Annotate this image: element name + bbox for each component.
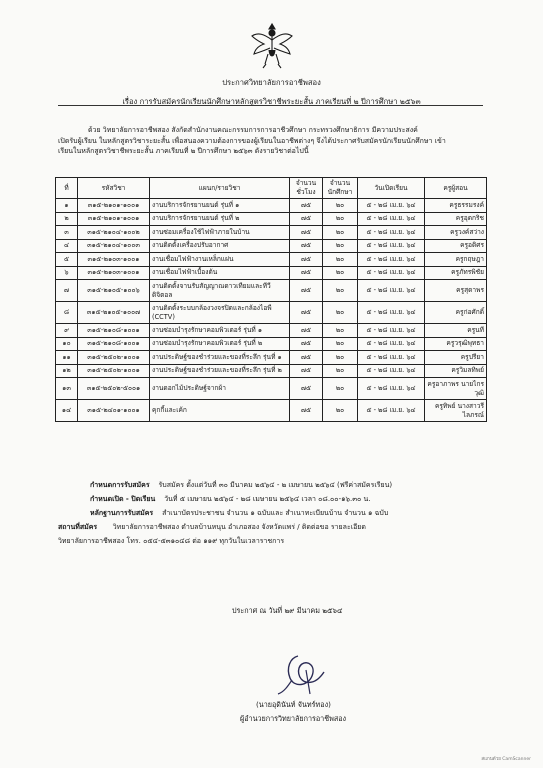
cell-date: ๕ - ๒๘ เม.ย. ๖๔	[358, 364, 425, 378]
cell-subject: งานประดิษฐ์ของชำร่วยและของที่ระลึก รุ่นที่ ๑	[150, 351, 290, 365]
cell-no: ๑๔	[56, 400, 78, 422]
cell-no: ๑๓	[56, 378, 78, 400]
cell-code: ๓๑๕-๒๑๐๕-๑๐๐๗	[78, 302, 150, 324]
cell-no: ๔	[56, 239, 78, 253]
cell-teacher: ครูวรุฒิพุทธา	[425, 337, 487, 351]
col-header-teacher: ครูผู้สอน	[425, 178, 487, 199]
announcement-subject: เรื่อง การรับสมัครนักเรียนนักศึกษาหลักสูตรวิชาชีพระยะสั้น ภาคเรียนที่ ๒ ปีการศึกษา ๒๕๖๓	[122, 97, 421, 106]
cell-hours: ๗๕	[290, 226, 323, 240]
cell-code: ๓๑๕-๒๔๐๑-๑๐๐๑	[78, 400, 150, 422]
intro-paragraph	[58, 125, 488, 157]
table-row	[56, 199, 487, 213]
cell-teacher: ครูกฤษฎา	[425, 253, 487, 267]
registration-label: กำหนดการรับสมัคร	[90, 481, 150, 489]
cell-hours: ๗๕	[290, 351, 323, 365]
cell-date: ๕ - ๒๘ เม.ย. ๖๔	[358, 226, 425, 240]
cell-teacher: ครูวงค์สว่าง	[425, 226, 487, 240]
table-row	[56, 364, 487, 378]
table-row	[56, 302, 487, 324]
documents-info	[90, 508, 388, 518]
cell-no: ๑๑	[56, 351, 78, 365]
cell-teacher: ครูปรียา	[425, 351, 487, 365]
table-row	[56, 337, 487, 351]
cell-students: ๒๐	[323, 266, 358, 280]
cell-teacher: ครูวิมลทิพย์	[425, 364, 487, 378]
table-header-row	[56, 178, 487, 199]
table-row	[56, 253, 487, 267]
cell-subject: งานติดตั้งจานรับสัญญาณดาวเทียมและทีวีดิจิตอล	[150, 280, 290, 302]
cell-teacher: ครูสุดาพร	[425, 280, 487, 302]
cell-students: ๒๐	[323, 378, 358, 400]
cell-teacher: ครูนที	[425, 324, 487, 338]
cell-hours: ๗๕	[290, 324, 323, 338]
cell-teacher: ครูอุดกริช	[425, 212, 487, 226]
cell-hours: ๗๕	[290, 364, 323, 378]
cell-hours: ๗๕	[290, 337, 323, 351]
subject-divider	[58, 105, 483, 106]
registration-value: รับสมัคร ตั้งแต่วันที่ ๓๐ มีนาคม ๒๕๖๔ - ๒ เมษายน ๒๕๖๔ (ฟรีค่าสมัครเรียน)	[158, 481, 393, 489]
cell-teacher: ครูทิพย์ นางสาวรีไลภรณ์	[425, 400, 487, 422]
cell-no: ๖	[56, 266, 78, 280]
col-header-date: วันเปิดเรียน	[358, 178, 425, 199]
cell-code: ๓๑๕-๒๑๐๔-๑๐๐๒	[78, 226, 150, 240]
cell-teacher: ครูอดิศร	[425, 239, 487, 253]
cell-students: ๒๐	[323, 351, 358, 365]
cell-no: ๙	[56, 324, 78, 338]
cell-subject: งานติดตั้งเครื่องปรับอากาศ	[150, 239, 290, 253]
cell-students: ๒๐	[323, 337, 358, 351]
cell-hours: ๗๕	[290, 302, 323, 324]
cell-no: ๗	[56, 280, 78, 302]
cell-date: ๕ - ๒๘ เม.ย. ๖๔	[358, 324, 425, 338]
garuda-emblem-icon	[250, 20, 294, 70]
signature-mark	[268, 650, 328, 698]
col-header-no: ที่	[56, 178, 78, 199]
cell-students: ๒๐	[323, 239, 358, 253]
cell-date: ๕ - ๒๘ เม.ย. ๖๔	[358, 212, 425, 226]
cell-subject: งานติดตั้งระบบกล้องวงจรปิดและกล้องไอพี (CCTV)	[150, 302, 290, 324]
cell-no: ๓	[56, 226, 78, 240]
cell-teacher: ครูธรรมรงค์	[425, 199, 487, 213]
cell-code: ๓๑๕-๒๕๐๒-๕๐๐๑	[78, 378, 150, 400]
cell-hours: ๗๕	[290, 378, 323, 400]
cell-teacher: ครูก่อศักดิ์	[425, 302, 487, 324]
cell-date: ๕ - ๒๘ เม.ย. ๖๔	[358, 199, 425, 213]
cell-date: ๕ - ๒๘ เม.ย. ๖๔	[358, 253, 425, 267]
cell-no: ๑	[56, 199, 78, 213]
cell-students: ๒๐	[323, 199, 358, 213]
cell-code: ๓๑๕-๒๑๐๘-๑๐๐๑	[78, 337, 150, 351]
period-info	[90, 494, 371, 504]
cell-students: ๒๐	[323, 212, 358, 226]
cell-code: ๓๑๕-๒๑๐๓-๑๐๐๑	[78, 253, 150, 267]
registration-info	[90, 480, 392, 490]
cell-subject: งานเชื่อมไฟฟ้างานเหล็กแผ่น	[150, 253, 290, 267]
table-row	[56, 351, 487, 365]
cell-date: ๕ - ๒๘ เม.ย. ๖๔	[358, 400, 425, 422]
cell-code: ๓๑๕-๒๑๐๑-๑๐๐๑	[78, 199, 150, 213]
intro-line-2: เปิดรับผู้เรียน ในหลักสูตรวิชาระยะสั้น เพื่อสนองความต้องการของผู้เรียนในอาชีพต่างๆ จึงได้ประกาศรับสมัครนักเรียนนักศึกษา เข้า	[58, 136, 446, 145]
period-value: วันที่ ๕ เมษายน ๒๕๖๔ - ๒๘ เมษายน ๒๕๖๔ เวลา ๐๘.๐๐-๑๖.๓๐ น.	[164, 495, 371, 503]
documents-label: หลักฐานการรับสมัคร	[90, 509, 154, 517]
cell-no: ๑๒	[56, 364, 78, 378]
cell-hours: ๗๕	[290, 239, 323, 253]
cell-no: ๘	[56, 302, 78, 324]
cell-students: ๒๐	[323, 400, 358, 422]
cell-subject: งานดอกไม้ประดิษฐ์จากผ้า	[150, 378, 290, 400]
cell-code: ๓๑๕-๒๕๐๒-๑๐๐๑	[78, 351, 150, 365]
cell-subject: งานบริการจักรยานยนต์ รุ่นที่ ๒	[150, 212, 290, 226]
scanner-watermark: สแกนด้วย CamScanner	[481, 757, 531, 762]
org-title: ประกาศวิทยาลัยการอาชีพสอง	[222, 78, 321, 87]
cell-no: ๕	[56, 253, 78, 267]
place-value: วิทยาลัยการอาชีพสอง ตำบลบ้านหนุน อำเภอสอง จังหวัดแพร่ / ติดต่อขอ รายละเอียด	[112, 523, 366, 531]
signer-title: ผู้อำนวยการวิทยาลัยการอาชีพสอง	[240, 714, 347, 723]
cell-students: ๒๐	[323, 226, 358, 240]
cell-students: ๒๐	[323, 324, 358, 338]
col-header-students: จำนวน นักศึกษา	[323, 178, 358, 199]
cell-code: ๓๑๕-๒๑๐๘-๑๐๐๑	[78, 324, 150, 338]
cell-students: ๒๐	[323, 280, 358, 302]
table-row	[56, 378, 487, 400]
place-label: สถานที่สมัคร	[58, 523, 98, 531]
cell-students: ๒๐	[323, 302, 358, 324]
table-row	[56, 324, 487, 338]
table-row	[56, 266, 487, 280]
table-row	[56, 400, 487, 422]
cell-code: ๓๑๕-๒๑๐๔-๑๐๐๓	[78, 239, 150, 253]
cell-subject: งานเชื่อมไฟฟ้าเบื้องต้น	[150, 266, 290, 280]
cell-students: ๒๐	[323, 364, 358, 378]
table-row	[56, 212, 487, 226]
place-info-line-2: วิทยาลัยการอาชีพสอง โทร. ๐๕๔-๕๓๑๐๔๘ ต่อ ๑๑๙ ทุกวันในเวลาราชการ	[58, 537, 285, 545]
cell-hours: ๗๕	[290, 266, 323, 280]
col-header-hours: จำนวน ชั่วโมง	[290, 178, 323, 199]
cell-hours: ๗๕	[290, 253, 323, 267]
table-row	[56, 226, 487, 240]
cell-date: ๕ - ๒๘ เม.ย. ๖๔	[358, 351, 425, 365]
cell-no: ๑๐	[56, 337, 78, 351]
cell-code: ๓๑๕-๒๑๐๑-๑๐๐๑	[78, 212, 150, 226]
announcement-date: ประกาศ ณ วันที่ ๒๙ มีนาคม ๒๕๖๔	[232, 606, 343, 615]
cell-date: ๕ - ๒๘ เม.ย. ๖๔	[358, 239, 425, 253]
cell-subject: คุกกี้และเค้ก	[150, 400, 290, 422]
cell-teacher: ครูภัทรพิชัย	[425, 266, 487, 280]
cell-subject: งานบริการจักรยานยนต์ รุ่นที่ ๑	[150, 199, 290, 213]
cell-hours: ๗๕	[290, 400, 323, 422]
cell-subject: งานซ่อมบำรุงรักษาคอมพิวเตอร์ รุ่นที่ ๑	[150, 324, 290, 338]
cell-subject: งานซ่อมบำรุงรักษาคอมพิวเตอร์ รุ่นที่ ๒	[150, 337, 290, 351]
cell-hours: ๗๕	[290, 280, 323, 302]
signer-name: (นายอุดินันท์ จันทร์ทอง)	[256, 700, 331, 709]
cell-subject: งานซ่อมเครื่องใช้ไฟฟ้าภายในบ้าน	[150, 226, 290, 240]
cell-date: ๕ - ๒๘ เม.ย. ๖๔	[358, 302, 425, 324]
cell-subject: งานประดิษฐ์ของชำร่วยและของที่ระลึก รุ่นที่ ๒	[150, 364, 290, 378]
cell-students: ๒๐	[323, 253, 358, 267]
period-label: กำหนดเปิด - ปิดเรียน	[90, 495, 156, 503]
course-table	[55, 177, 487, 422]
cell-date: ๕ - ๒๘ เม.ย. ๖๔	[358, 280, 425, 302]
intro-line-3: เรียนในหลักสูตรวิชาชีพระยะสั้น ภาคเรียนที่ ๒ ปีการศึกษา ๒๕๖๓ ดังรายวิชาต่อไปนี้	[58, 147, 309, 155]
cell-hours: ๗๕	[290, 199, 323, 213]
cell-code: ๓๑๕-๒๑๐๓-๑๐๐๑	[78, 266, 150, 280]
cell-no: ๒	[56, 212, 78, 226]
table-row	[56, 280, 487, 302]
col-header-subject: แผนก/รายวิชา	[150, 178, 290, 199]
cell-date: ๕ - ๒๘ เม.ย. ๖๔	[358, 337, 425, 351]
cell-date: ๕ - ๒๘ เม.ย. ๖๔	[358, 378, 425, 400]
cell-hours: ๗๕	[290, 212, 323, 226]
cell-teacher: ครูอาภาพร นายไกรวุฒิ	[425, 378, 487, 400]
documents-value: สำเนาบัตรประชาชน จำนวน ๑ ฉบับและ สำเนาทะเบียนบ้าน จำนวน ๑ ฉบับ	[162, 509, 389, 517]
col-header-code: รหัสวิชา	[78, 178, 150, 199]
intro-line-1: ด้วย วิทยาลัยการอาชีพสอง สังกัดสำนักงานคณะกรรมการการอาชีวศึกษา กระทรวงศึกษาธิการ มีความประสงค์	[88, 126, 418, 134]
place-info	[58, 522, 366, 532]
cell-code: ๓๑๕-๒๑๐๕-๑๐๐๖	[78, 280, 150, 302]
cell-date: ๕ - ๒๘ เม.ย. ๖๔	[358, 266, 425, 280]
cell-code: ๓๑๕-๒๕๐๒-๑๐๐๑	[78, 364, 150, 378]
table-row	[56, 239, 487, 253]
